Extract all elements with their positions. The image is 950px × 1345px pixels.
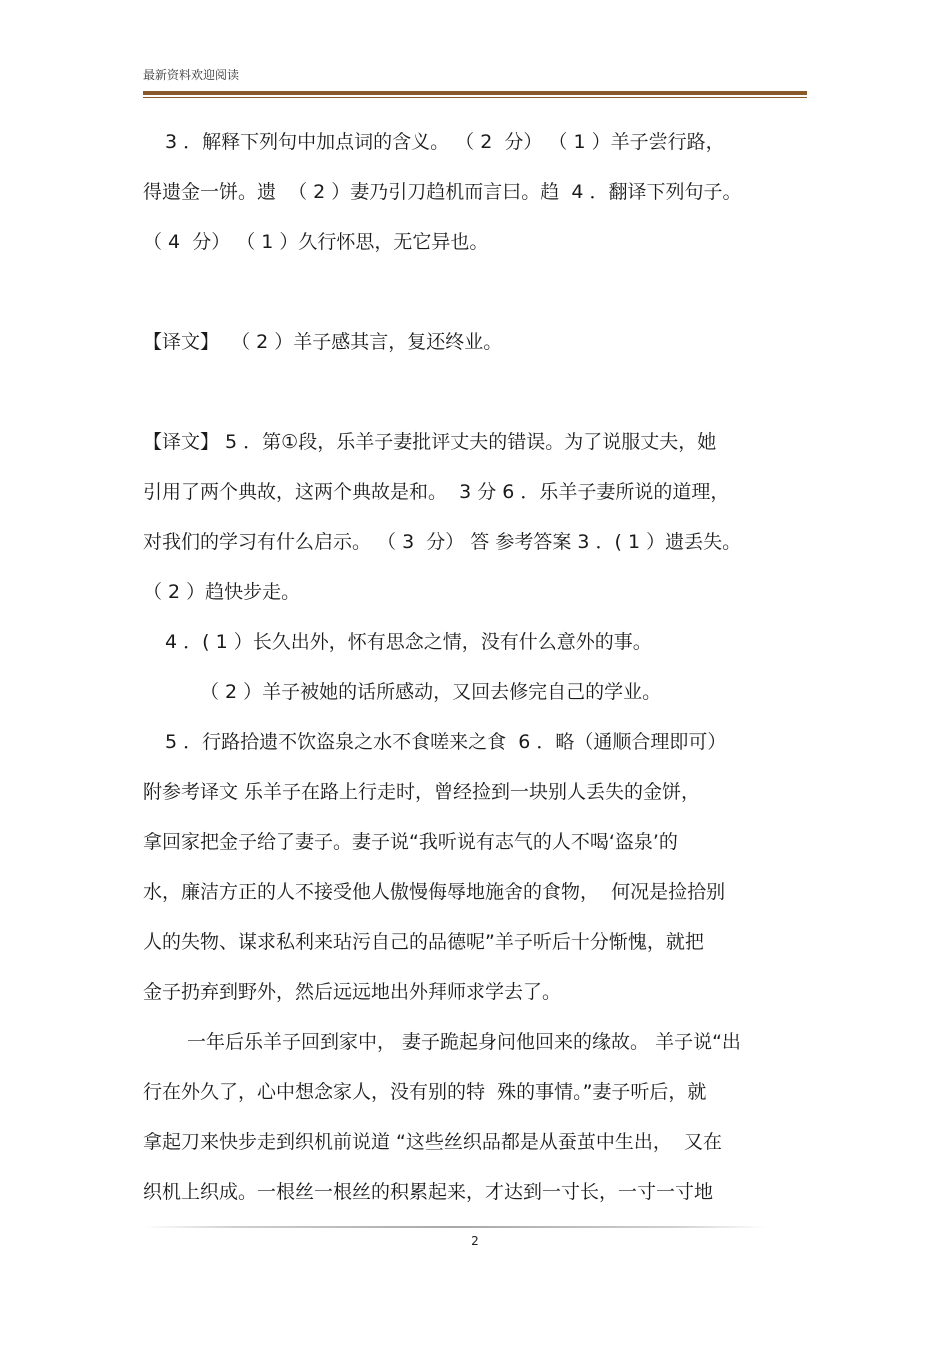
body-line: 拿回家把金子给了妻子。妻子说“我听说有志气的人不喝‘盗泉’的 [143,831,678,853]
body-line: 拿起刀来快步走到织机前说道 “这些丝织品都是从蚕茧中生出， 又在 [143,1131,722,1153]
header-divider-thin [143,97,807,98]
body-line: 【译文】 （ 2 ）羊子感其言，复还终业。 [143,331,503,353]
body-line: 一年后乐羊子回到家中， 妻子跪起身问他回来的缘故。 羊子说“出 [187,1031,741,1053]
body-line: 4 ．( 1 ）长久出外，怀有思念之情，没有什么意外的事。 [165,631,652,653]
footer-divider [143,1226,767,1228]
body-line: 行在外久了，心中想念家人，没有别的特 殊的事情。”妻子听后，就 [143,1081,707,1103]
body-line: （ 2 ）羊子被她的话所感动，又回去修完自己的学业。 [200,681,662,703]
body-line: 【译文】 5 ．第①段，乐羊子妻批评丈夫的错误。为了说服丈夫，她 [143,431,717,453]
body-line: 对我们的学习有什么启示。 （ 3 分） 答 参考答案 3 ．( 1 ）遗丢失。 [143,531,742,553]
header-text: 最新资料欢迎阅读 [143,68,240,82]
body-line: 5 ．行路拾遗不饮盗泉之水不食嗟来之食 6 ．略（通顺合理即可） [165,731,727,753]
body-line: 得遗金一饼。遗 （ 2 ）妻乃引刀趋机而言曰。趋 4 ．翻译下列句子。 [143,181,742,203]
body-line: 附参考译文 乐羊子在路上行走时，曾经捡到一块别人丢失的金饼， [143,781,701,803]
page-number: 2 [471,1234,479,1248]
body-line: 水，廉洁方正的人不接受他人傲慢侮辱地施舍的食物， 何况是捡拾别 [143,881,726,903]
body-line: 金子扔弃到野外，然后远远地出外拜师求学去了。 [143,981,562,1003]
body-line: （ 2 ）趋快步走。 [143,581,301,603]
body-line: 人的失物、谋求私利来玷污自己的品德呢”羊子听后十分惭愧，就把 [143,931,704,953]
header-divider-thick [143,91,807,95]
body-line: （ 4 分） （ 1 ）久行怀思，无它异也。 [143,231,489,253]
body-line: 3 ．解释下列句中加点词的含义。 （ 2 分） （ 1 ）羊子尝行路， [165,131,725,153]
body-line: 引用了两个典故，这两个典故是和。 3 分 6 ．乐羊子妻所说的道理， [143,481,730,503]
body-line: 织机上织成。一根丝一根丝的积累起来，才达到一寸长，一寸一寸地 [143,1181,714,1203]
